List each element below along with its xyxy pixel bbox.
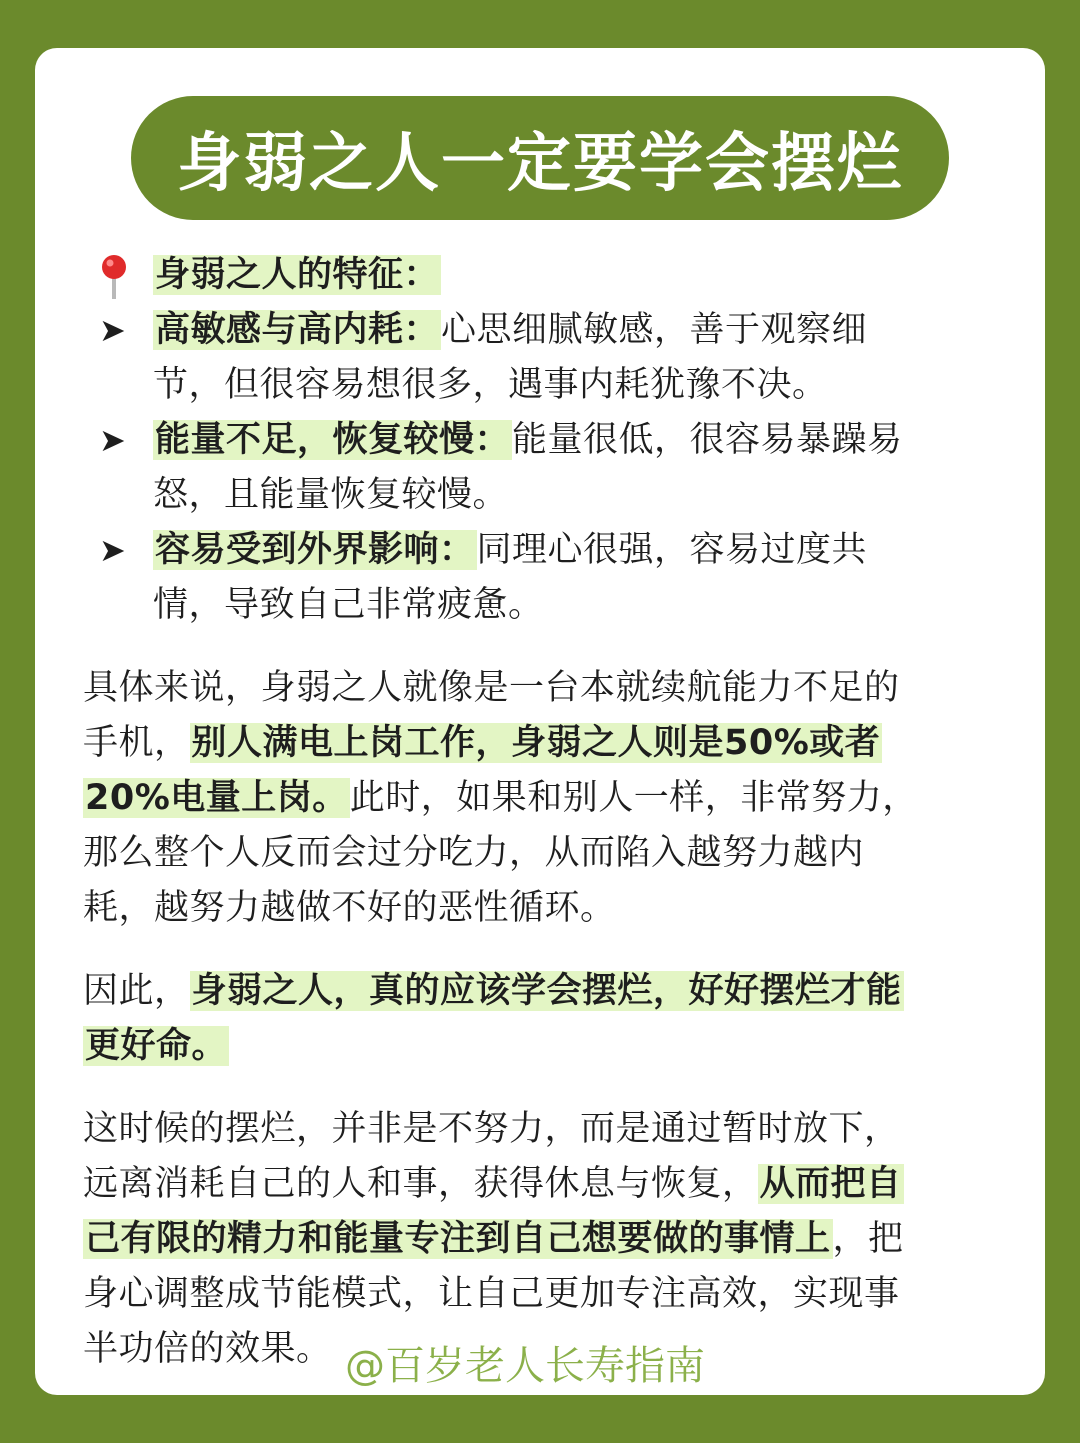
feature-text-cont: 节，但很容易想很多，遇事内耗犹豫不决。 (153, 365, 828, 405)
paragraph-line (83, 771, 993, 826)
spacer (83, 1074, 993, 1102)
spacer (83, 633, 993, 661)
highlight-text: 别人满电上岗工作，身弱之人则是50%或者 (191, 723, 881, 763)
feature-text-cont: 怒，且能量恢复较慢。 (153, 475, 509, 515)
paragraph-line: 这时候的摆烂，并非是不努力，而是通过暂时放下， (83, 1109, 900, 1149)
paragraph-line (83, 964, 993, 1019)
feature-title: 能量不足，恢复较慢： (155, 420, 511, 460)
feature-item (83, 523, 993, 578)
paragraph-line: 那么整个人反而会过分吃力，从而陷入越努力越内 (83, 833, 865, 873)
arrow-bullet-icon: ➤ (99, 311, 127, 349)
feature-text: 同理心很强，容易过度共 (476, 530, 868, 570)
content-card (35, 48, 1045, 1395)
paragraph-line: 耗，越努力越做不好的恶性循环。 (83, 888, 616, 928)
highlight-text: 身弱之人，真的应该学会摆烂，好好摆烂才能 (191, 971, 902, 1011)
highlight-text: 从而把自 (759, 1164, 902, 1204)
feature-text-cont: 情，导致自己非常疲惫。 (153, 585, 544, 625)
features-heading (83, 248, 993, 303)
paragraph-line: 半功倍的效果。 (83, 1329, 332, 1369)
article-body (83, 248, 993, 1377)
feature-item (83, 413, 993, 468)
paragraph-text: ，把 (832, 1219, 904, 1259)
feature-text: 能量很低，很容易暴躁易 (512, 420, 903, 460)
paragraph-text: 手机， (83, 723, 190, 763)
arrow-bullet-icon: ➤ (99, 531, 127, 569)
paragraph-text: 因此， (83, 971, 190, 1011)
watermark: @百岁老人长寿指南 (345, 1343, 705, 1389)
highlight-text: 己有限的精力和能量专注到自己想要做的事情上 (85, 1219, 831, 1259)
title-banner (131, 96, 949, 220)
paragraph-text: 远离消耗自己的人和事，获得休息与恢复， (83, 1164, 758, 1204)
paragraph-line (83, 1212, 993, 1267)
feature-title: 高敏感与高内耗： (155, 310, 440, 350)
feature-item (83, 303, 993, 358)
highlight-text: 更好命。 (85, 1026, 228, 1066)
paragraph-line (83, 1157, 993, 1212)
paragraph-line (83, 1019, 993, 1074)
feature-title: 容易受到外界影响： (155, 530, 475, 570)
page-title: 身弱之人一定要学会摆烂 (177, 127, 903, 201)
paragraph-line (83, 716, 993, 771)
arrow-bullet-icon: ➤ (99, 421, 127, 459)
feature-text: 心思细腻敏感，善于观察细 (441, 310, 868, 350)
paragraph-line: 身心调整成节能模式，让自己更加专注高效，实现事 (83, 1274, 900, 1314)
spacer (83, 936, 993, 964)
paragraph-text: 此时，如果和别人一样，非常努力， (349, 778, 918, 818)
features-heading-label: 身弱之人的特征： (155, 255, 440, 295)
paragraph-line: 具体来说，身弱之人就像是一台本就续航能力不足的 (83, 668, 900, 708)
pushpin-icon (99, 254, 129, 300)
highlight-text: 20%电量上岗。 (85, 778, 348, 818)
